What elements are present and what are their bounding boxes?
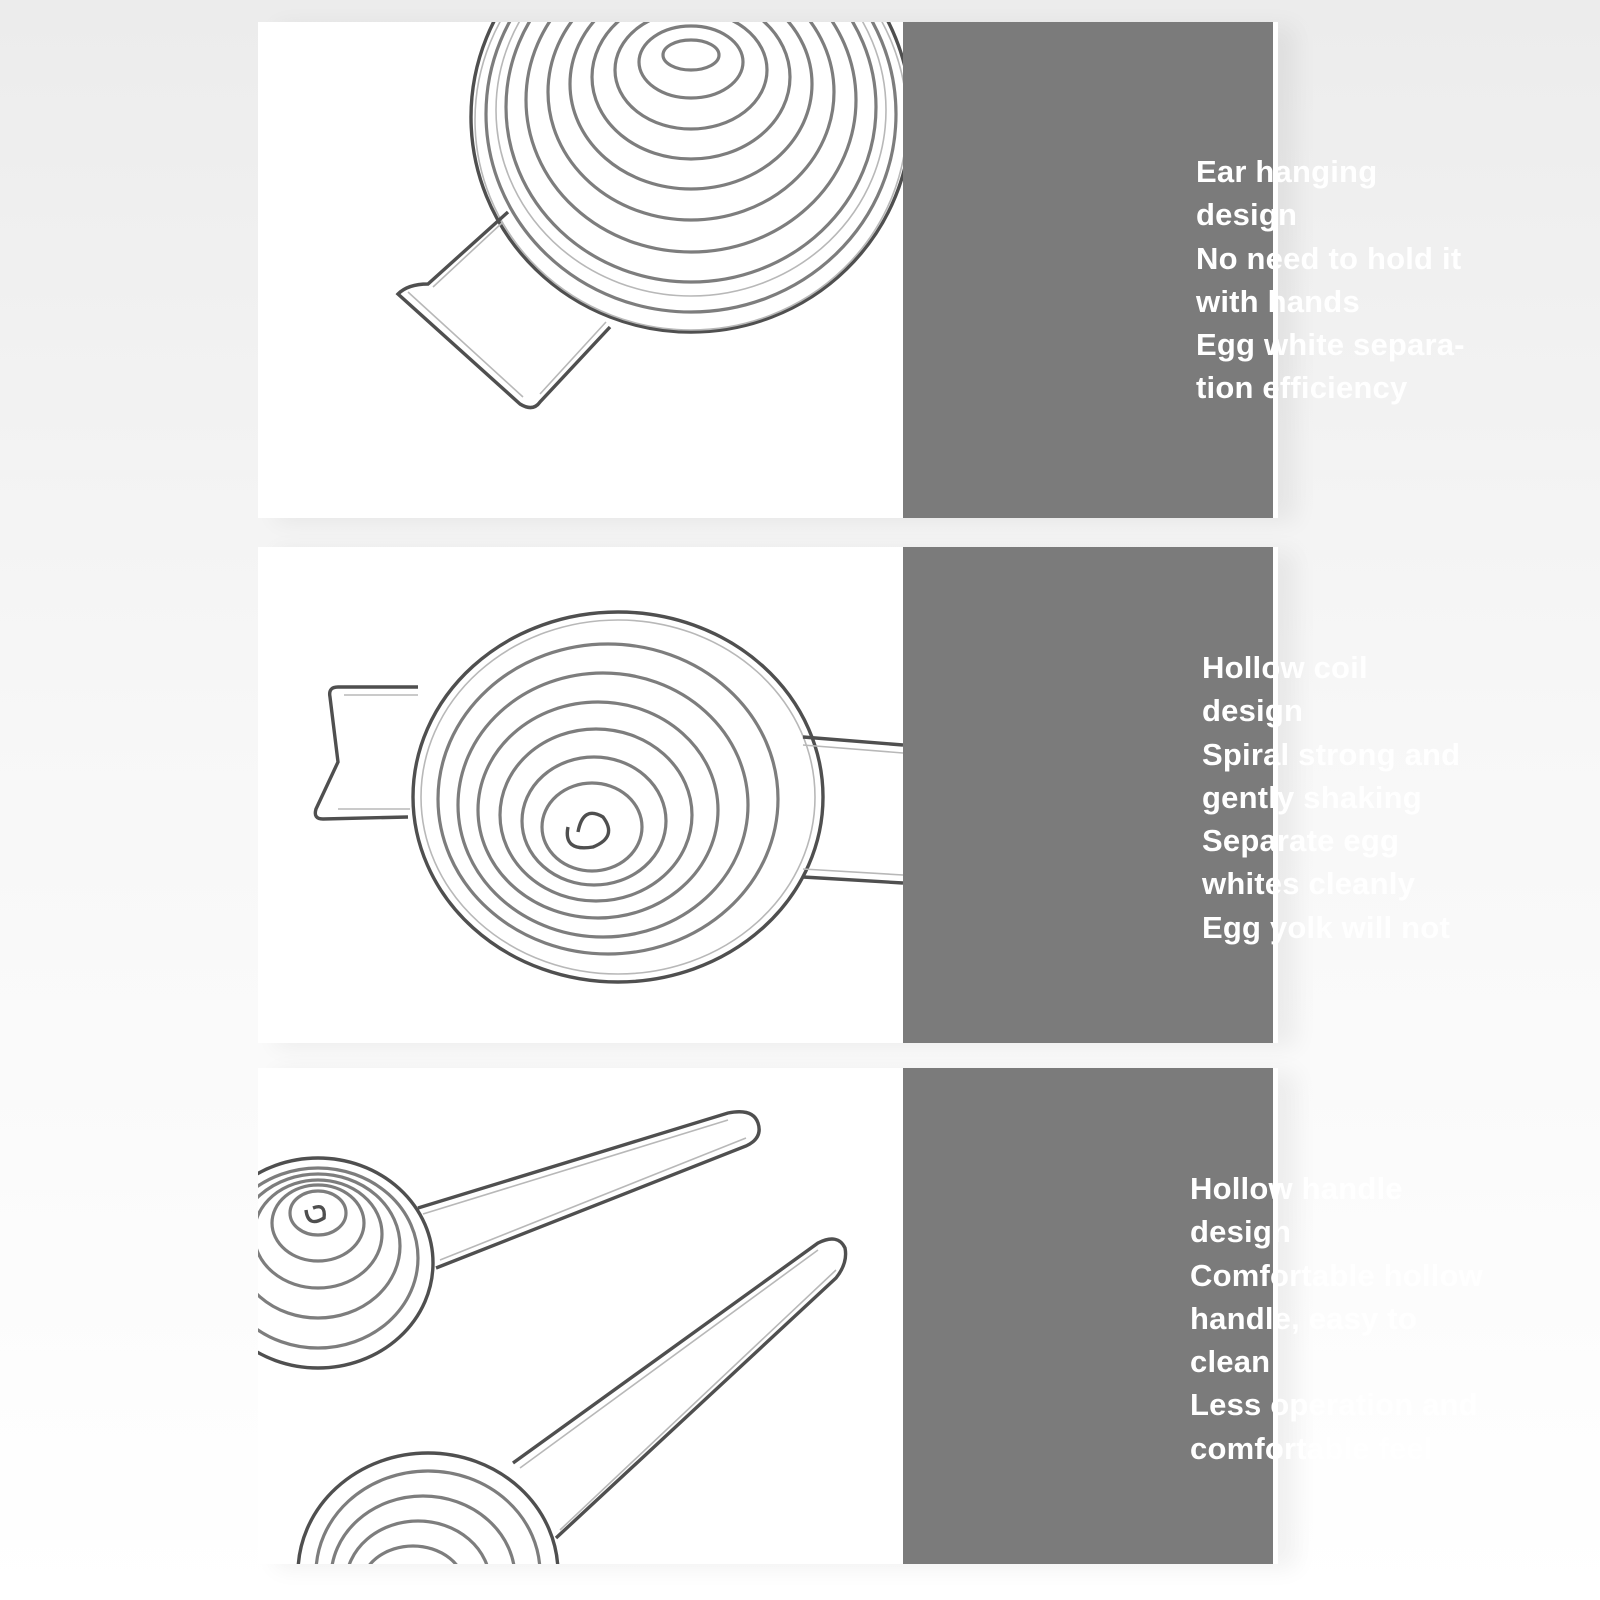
feature-line: with hands <box>1196 283 1360 319</box>
feature-panel-hollow-coil <box>258 547 1461 1043</box>
feature-line: design <box>1196 197 1298 233</box>
feature-description <box>1196 150 1465 410</box>
feature-line: Less operation and <box>1190 1387 1478 1423</box>
feature-description <box>1190 1167 1483 1470</box>
feature-line: Hollow handle <box>1190 1171 1403 1206</box>
egg-separator-handles-illustration <box>258 1068 903 1564</box>
feature-line: Egg yolk will not <box>1202 909 1450 945</box>
feature-panel-hollow-handle <box>258 1068 1483 1564</box>
feature-line: design <box>1190 1214 1292 1250</box>
feature-panel-ear-hanging <box>258 22 1465 518</box>
feature-text-box <box>903 547 1461 1043</box>
feature-line: Spiral strong and <box>1202 736 1461 772</box>
feature-line: gently shaking <box>1202 779 1422 815</box>
egg-separator-coil-illustration <box>258 547 903 1043</box>
egg-separator-coil-photo <box>258 547 903 1043</box>
egg-separator-ear-hanging-illustration <box>258 22 903 518</box>
feature-line: clean <box>1190 1344 1271 1380</box>
egg-separator-ear-hanging-photo <box>258 22 903 518</box>
feature-line: comfortable feel <box>1190 1430 1433 1466</box>
feature-line: tion efficiency <box>1196 370 1408 406</box>
feature-text-box <box>903 1068 1483 1564</box>
feature-line: whites cleanly <box>1202 866 1416 902</box>
egg-separator-handles-photo <box>258 1068 903 1564</box>
feature-line: No need to hold it <box>1196 240 1462 276</box>
feature-line: Ear hanging <box>1196 154 1378 189</box>
feature-line: Egg white separa- <box>1196 327 1465 363</box>
feature-line: handle, easy to <box>1190 1300 1417 1336</box>
feature-description <box>1202 646 1460 949</box>
feature-line: design <box>1202 693 1304 729</box>
feature-line: Comfortable hollow <box>1190 1257 1483 1293</box>
feature-line: Hollow coil <box>1202 650 1368 685</box>
feature-text-box <box>903 22 1465 518</box>
feature-line: Separate egg <box>1202 823 1400 859</box>
